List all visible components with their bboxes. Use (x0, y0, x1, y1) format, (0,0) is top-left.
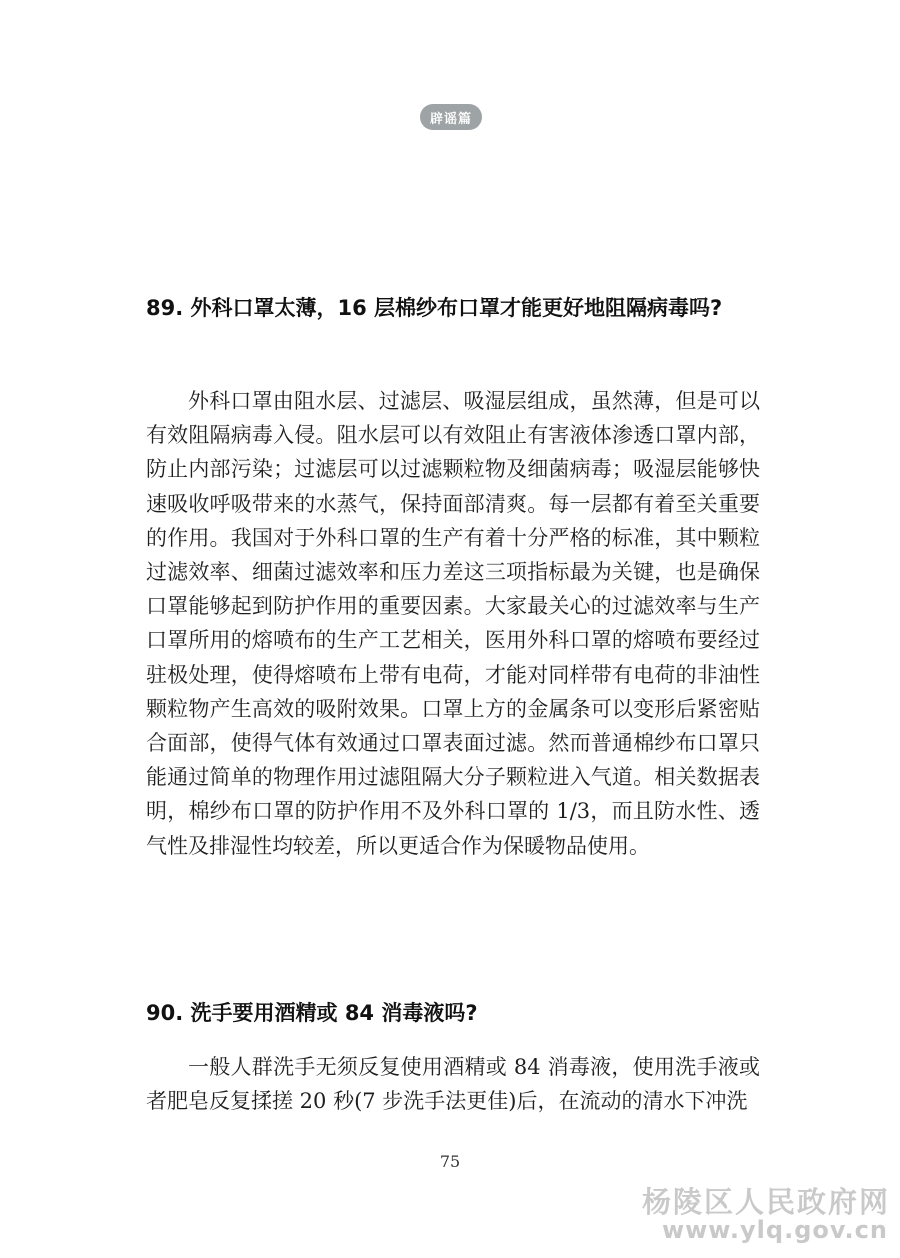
question-89-answer: 外科口罩由阻水层、过滤层、吸湿层组成，虽然薄，但是可以有效阻隔病毒入侵。阻水层可以有效阻止有害液体渗透口罩内部，防止内部污染；过滤层可以过滤颗粒物及细菌病毒；吸湿层能够快速吸收呼吸带来的水蒸气，保持面部清爽。每一层都有着至关重要的作用。我国对于外科口罩的生产有着十分严格的标准，其中颗粒过滤效率、细菌过滤效率和压力差这三项指标最为关键，也是确保口罩能够起到防护作用的重要因素。大家最关心的过滤效率与生产口罩所用的熔喷布的生产工艺相关，医用外科口罩的熔喷布要经过驻极处理，使得熔喷布上带有电荷，才能对同样带有电荷的非油性颗粒物产生高效的吸附效果。口罩上方的金属条可以变形后紧密贴合面部，使得气体有效通过口罩表面过滤。然而普通棉纱布口罩只能通过简单的物理作用过滤阻隔大分子颗粒进入气道。相关数据表明，棉纱布口罩的防护作用不及外科口罩的 1/3，而且防水性、透气性及排湿性均较差，所以更适合作为保暖物品使用。 (146, 389, 760, 858)
page-number: 75 (439, 1152, 461, 1171)
watermark-url: www.ylq.gov.cn (661, 1216, 888, 1244)
question-90-answer: 一般人群洗手无须反复使用酒精或 84 消毒液，使用洗手液或者肥皂反复揉搓 20 秒(7 步洗手法更佳)后，在流动的清水下冲洗 (146, 1055, 760, 1114)
question-89-heading: 89. 外科口罩太薄，16 层棉纱布口罩才能更好地阻隔病毒吗? (146, 296, 723, 320)
watermark-site-name: 杨陵区人民政府网 (641, 1185, 890, 1219)
question-90-heading: 90. 洗手要用酒精或 84 消毒液吗? (146, 1001, 478, 1025)
section-badge: 辟谣篇 (420, 104, 482, 130)
